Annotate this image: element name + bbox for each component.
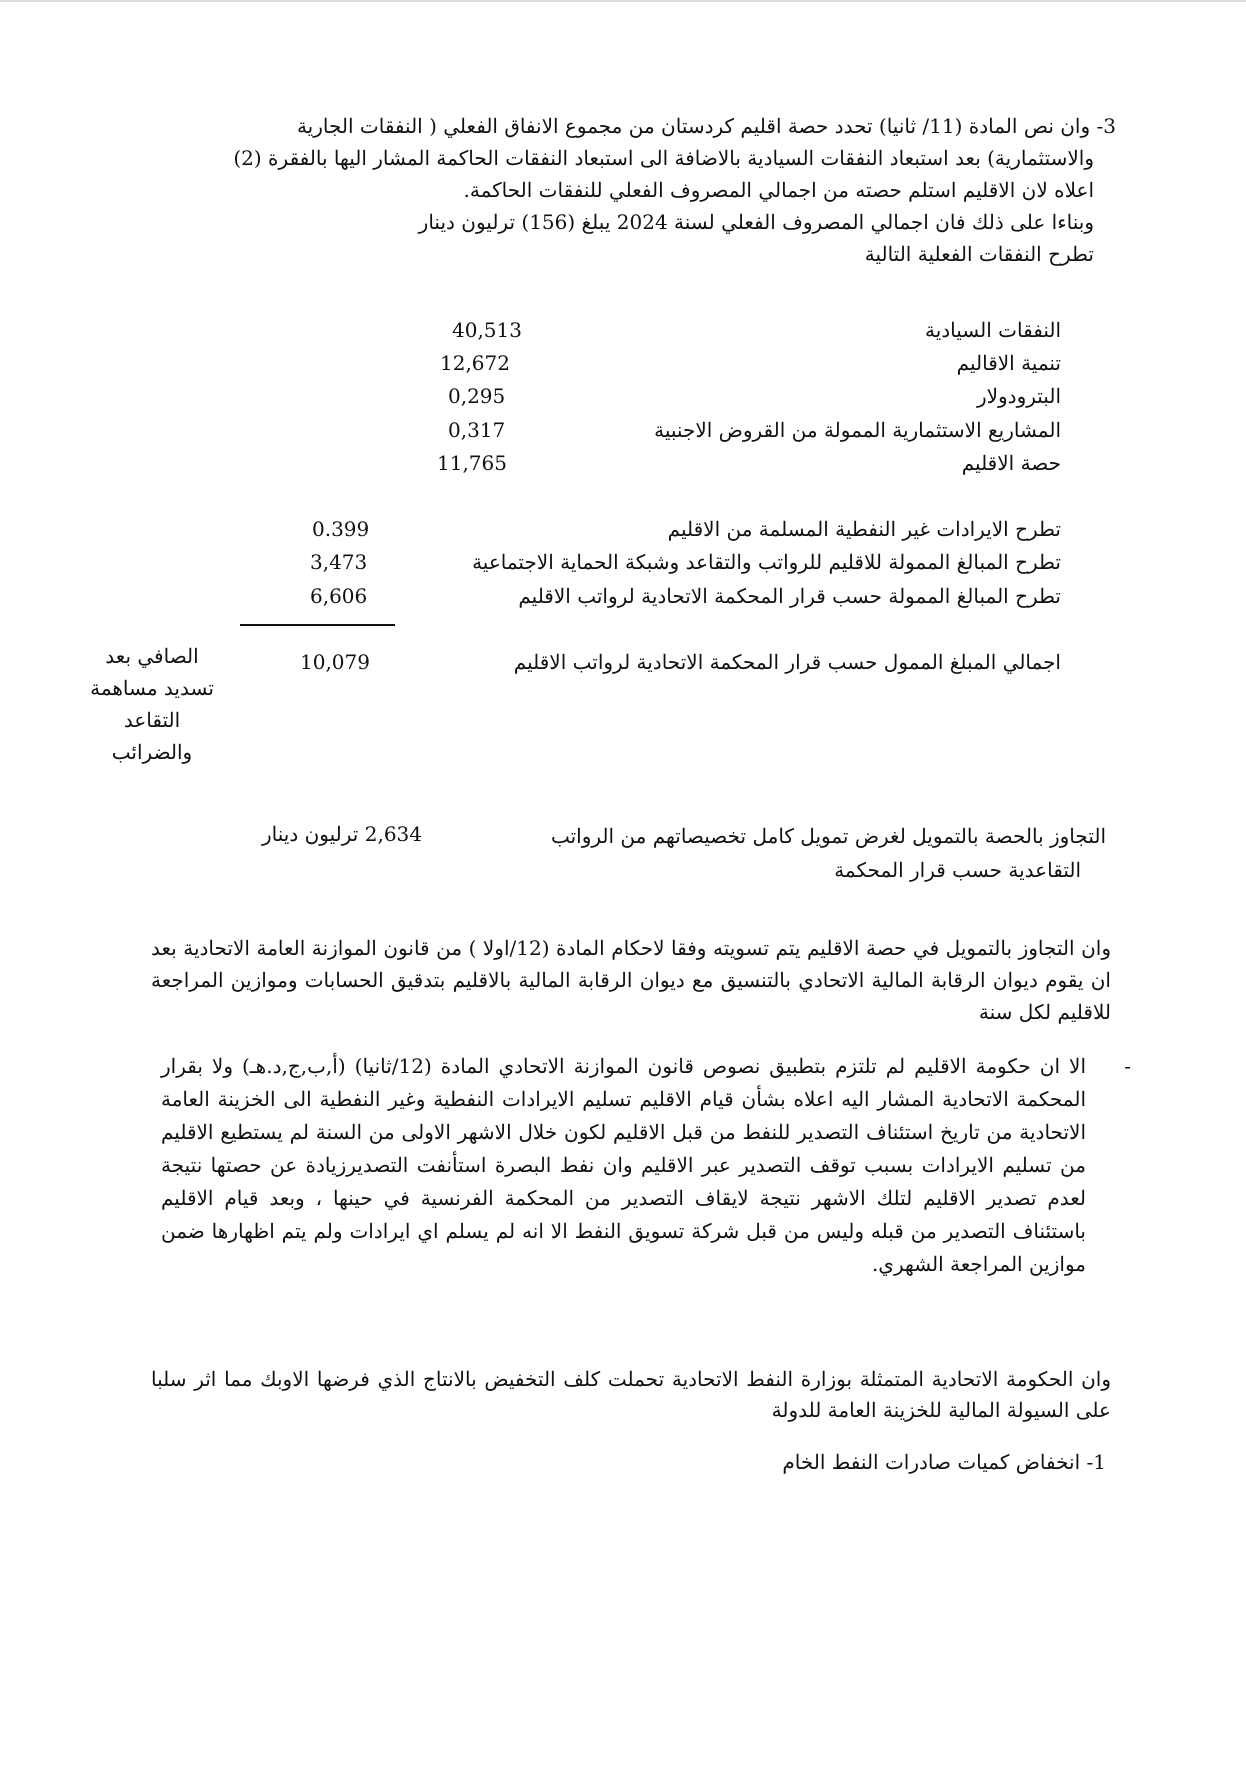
expense-value: 0,295 [448,384,506,408]
point-1: 1- انخفاض كميات صادرات النفط الخام [782,1450,1106,1474]
clause-3-intro [186,110,1116,270]
deduction-label: تطرح المبالغ الممولة حسب قرار المحكمة الاتحادية لرواتب الاقليم [518,584,1061,608]
net-after-deductions-note: الصافي بعد تسديد مساهمة التقاعد والضرائب [90,644,214,764]
bullet-item [161,1050,1131,1281]
excess-line-2: التقاعدية حسب قرار المحكمة [834,858,1081,882]
bullet-text: الا ان حكومة الاقليم لم تلتزم بتطبيق نصوص قانون الموازنة الاتحادي المادة (12/ثانيا) (أ,ب,ج,د.هـ) ولا بقرار المحكمة الاتحادية المشار اليه اعلاه بشأن قيام الاقليم تسليم الايرادات النفطية وغير النفطية الى الخزينة العامة الاتحادية من تاريخ استئناف التصدير للنفط من قبل الاقليم لكون خلال الاشهر الاولى من السنة لم يستطيع الاقليم من تسليم الايرادات بسبب توقف التصدير عبر الاقليم وان نفط البصرة استأنفت التصديرزيادة عن حصتها نتيجة لعدم تصدير الاقليم لتلك الاشهر نتيجة لايقاف التصدير من المحكمة الفرنسية في حينها ، وبعد قيام الاقليم باستئناف التصدير من قبله وليس من قبل شركة تسويق النفط الا انه لم يسلم اي ايرادات ولم يتم اظهارها ضمن موازين المراجعة الشهري. [161,1054,1087,1276]
expense-label: النفقات السيادية [924,318,1061,342]
expense-value: 11,765 [437,451,507,475]
total-value: 10,079 [300,650,370,674]
settlement-paragraph: وان التجاوز بالتمويل في حصة الاقليم يتم تسويته وفقا لاحكام المادة (12/اولا ) من قانون الموازنة العامة الاتحادية بعد ان يقوم ديوان الرقابة المالية الاتحادي بالتنسيق مع ديوان الرقابة المالية بالاقليم بتدقيق الحسابات وموازين المراجعة للاقليم لكل سنة [151,936,1111,1024]
expense-value: 40,513 [452,318,522,342]
expense-label: تنمية الاقاليم [956,351,1061,375]
expense-label: البترودولار [976,384,1061,408]
expense-label: حصة الاقليم [961,451,1061,475]
bullet-dash: - [1124,1054,1131,1078]
deduction-label: تطرح الايرادات غير النفطية المسلمة من الاقليم [667,517,1061,541]
intro-line-5: تطرح النفقات الفعلية التالية [864,242,1094,266]
excess-line-1: التجاوز بالحصة بالتمويل لغرض تمويل كامل تخصيصاتهم من الرواتب [550,824,1106,848]
deduction-value: 3,473 [310,550,368,574]
deduction-label: تطرح المبالغ الممولة للاقليم للرواتب والتقاعد وشبكة الحماية الاجتماعية [472,550,1061,574]
intro-line-3: اعلاه لان الاقليم استلم حصته من اجمالي المصروف الفعلي للنفقات الحاكمة. [463,178,1094,202]
total-label: اجمالي المبلغ الممول حسب قرار المحكمة الاتحادية لرواتب الاقليم [513,650,1061,674]
intro-line-4: وبناءا على ذلك فان اجمالي المصروف الفعلي لسنة 2024 يبلغ (156) ترليون دينار [418,210,1094,234]
expense-value: 12,672 [440,351,510,375]
intro-line-2: والاستثمارية) بعد استبعاد النفقات السيادية بالاضافة الى استبعاد النفقات الحاكمة المشار اليها بالفقرة (2) [233,146,1094,170]
expense-label: المشاريع الاستثمارية الممولة من القروض الاجنبية [654,418,1061,442]
deduction-value: 0.399 [312,517,370,541]
deduction-value: 6,606 [310,584,368,608]
sum-rule [240,624,395,626]
excess-value: 2,634 ترليون دينار [262,822,422,846]
federal-government-paragraph: وان الحكومة الاتحادية المتمثلة بوزارة النفط الاتحادية تحملت كلف التخفيض بالانتاج الذي فرضها الاوبك مما اثر سلبا على السيولة المالية للخزينة العامة للدولة [151,1367,1111,1422]
intro-line-1: 3- وان نص المادة (11/ ثانيا) تحدد حصة اقليم كردستان من مجموع الانفاق الفعلي ( النفقات الجارية [296,114,1116,138]
expense-value: 0,317 [448,418,506,442]
page-top-edge [0,0,1246,2]
